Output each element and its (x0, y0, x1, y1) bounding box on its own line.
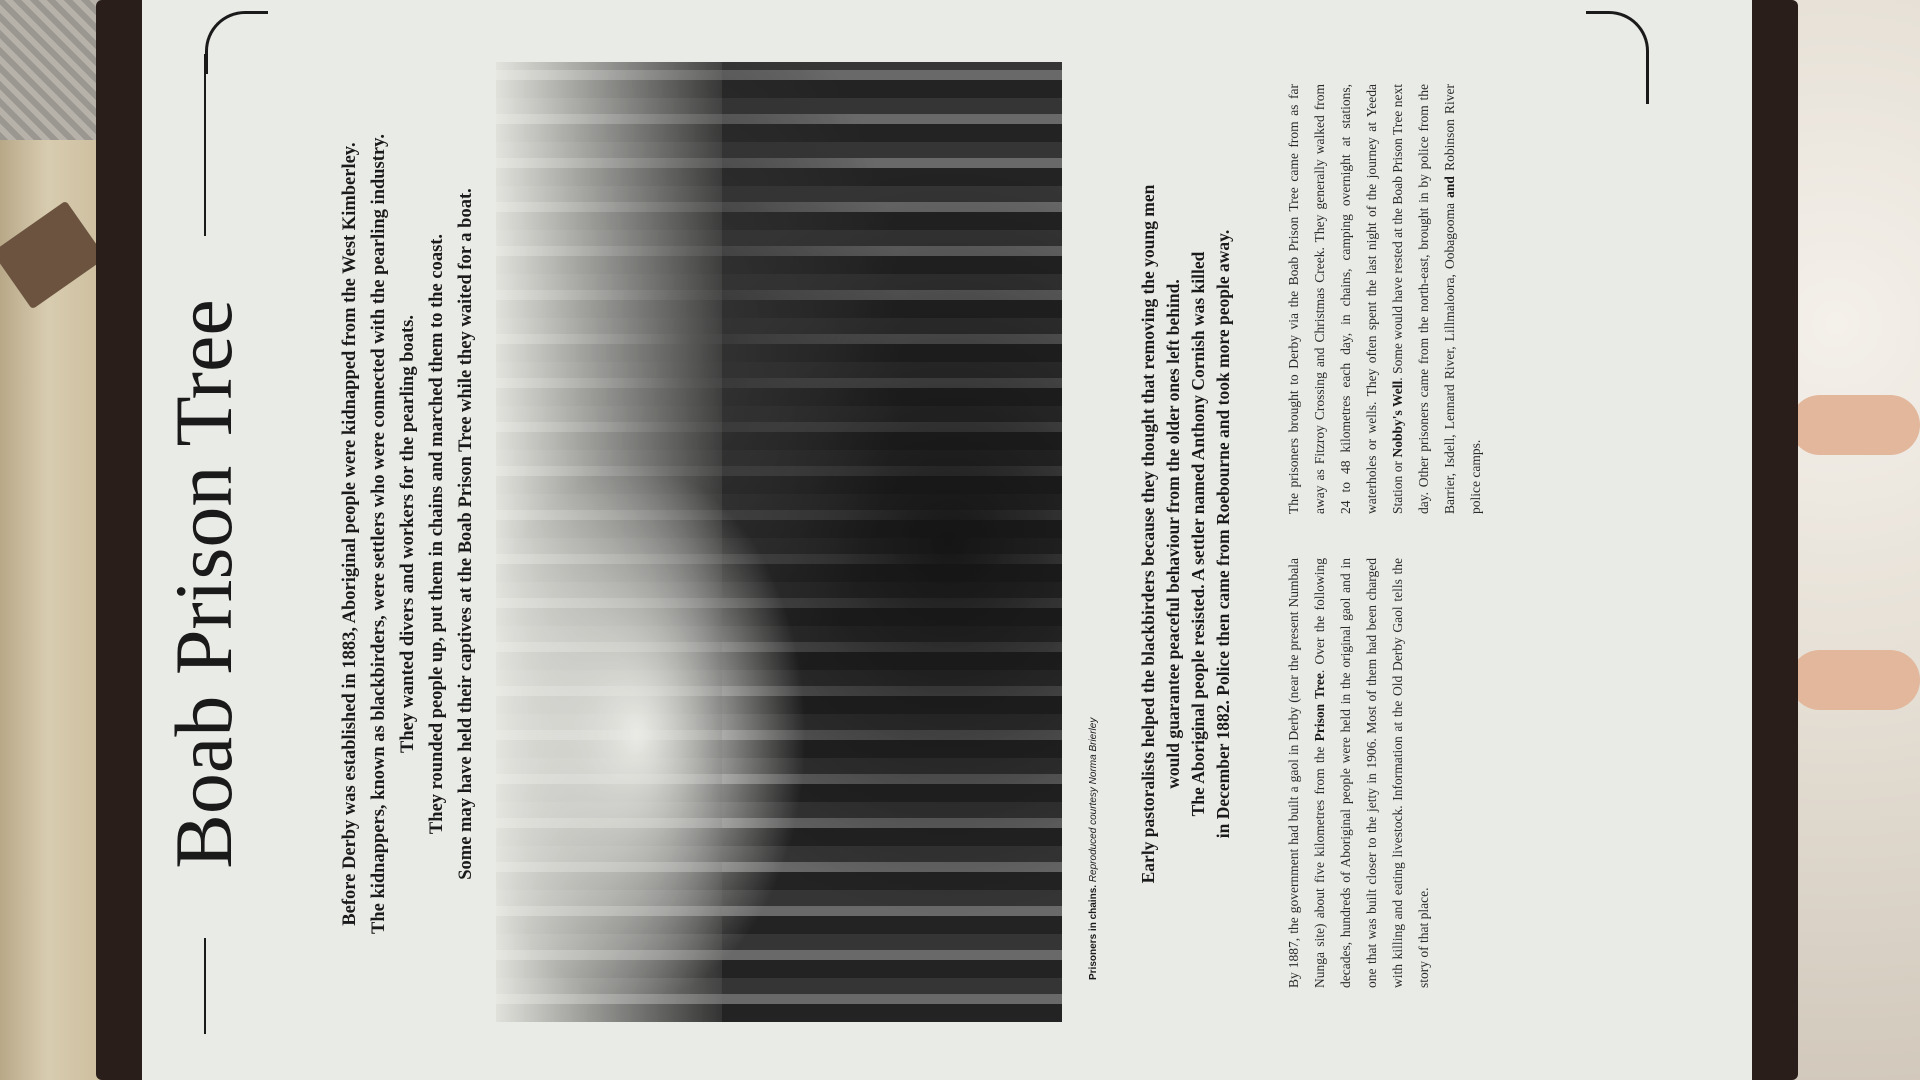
col1-bold: Prison Tree (1312, 673, 1327, 742)
photo-sky (496, 62, 722, 1022)
sign-title: Boab Prison Tree (158, 299, 249, 869)
caption-credit: Reproduced courtesy Norma Brierley (1088, 717, 1099, 883)
col1-text-a: By 1887, the government had built a gaol in Derby (near the present Numbala Nunga site) about five kilometres from the (1286, 558, 1327, 988)
intro-line: Before Derby was established in 1883, Aboriginal people were kidnapped from the West Kimberley. (340, 142, 360, 926)
frame-corner-top (205, 11, 268, 74)
intro-text (336, 84, 481, 984)
visitor-leg (1790, 395, 1920, 455)
body-column-right (1281, 84, 1489, 514)
col2-text-a: The prisoners brought to Derby via the Boab Prison Tree came from as far away as Fitzroy Crossing and Christmas Creek. They generally walked from 24 to 48 kilometres each day, in chains, camping overnight at stations, waterholes or wells. They often spent the last night of the journey at Yeeda Station or (1286, 84, 1405, 514)
lead-line: in December 1882. Police then came from Roebourne and took more people away. (1213, 229, 1233, 839)
lead-line: would guarantee peaceful behaviour from the older ones left behind. (1163, 279, 1183, 789)
body-column-left (1281, 558, 1437, 988)
col2-bold: Nobby's Well (1390, 380, 1405, 458)
lead-line: The Aboriginal people resisted. A settler named Anthony Cornish was killed (1188, 251, 1208, 817)
intro-line: The kidnappers, known as blackbirders, were settlers who were connected with the pearling industry. (369, 134, 389, 934)
title-rule-left (204, 938, 206, 1034)
intro-line: They wanted divers and workers for the pearling boats. (398, 315, 418, 754)
caption-title: Prisoners in chains. (1088, 884, 1099, 980)
historic-photo-prisoners (496, 62, 1062, 1022)
sandy-ground (1780, 0, 1920, 1080)
title-rule-right (204, 54, 206, 236)
col1-text-b: . Over the following decades, hundreds of Aboriginal people were held in the original gaol and in one that was built closer to the jetty in 1906. Most of them had been charged with killing and eating livestock. Information at the Old Derby Gaol tells the story of that place. (1312, 557, 1431, 988)
visitor-leg (1790, 650, 1920, 710)
col2-text-b: . Some would have rested at the Boab Prison Tree next day. Other prisoners came from the north-east, brought in by police from the Barrier, Isdell, Lennard River, Lillmaloora, Oobagooma (1390, 83, 1457, 514)
photo-caption (1088, 80, 1099, 980)
lead-line: Early pastoralists helped the blackbirders because they thought that removing the young men (1138, 184, 1158, 884)
lead-text (1136, 54, 1236, 1014)
frame-corner-bottom (1586, 11, 1649, 104)
col2-text-c: Robinson River police camps. (1442, 84, 1483, 514)
intro-line: Some may have held their captives at the Boab Prison Tree while they waited for a boat. (456, 188, 476, 880)
intro-line: They rounded people up, put them in chains and marched them to the coast. (427, 233, 447, 835)
col2-and: and (1442, 176, 1457, 198)
